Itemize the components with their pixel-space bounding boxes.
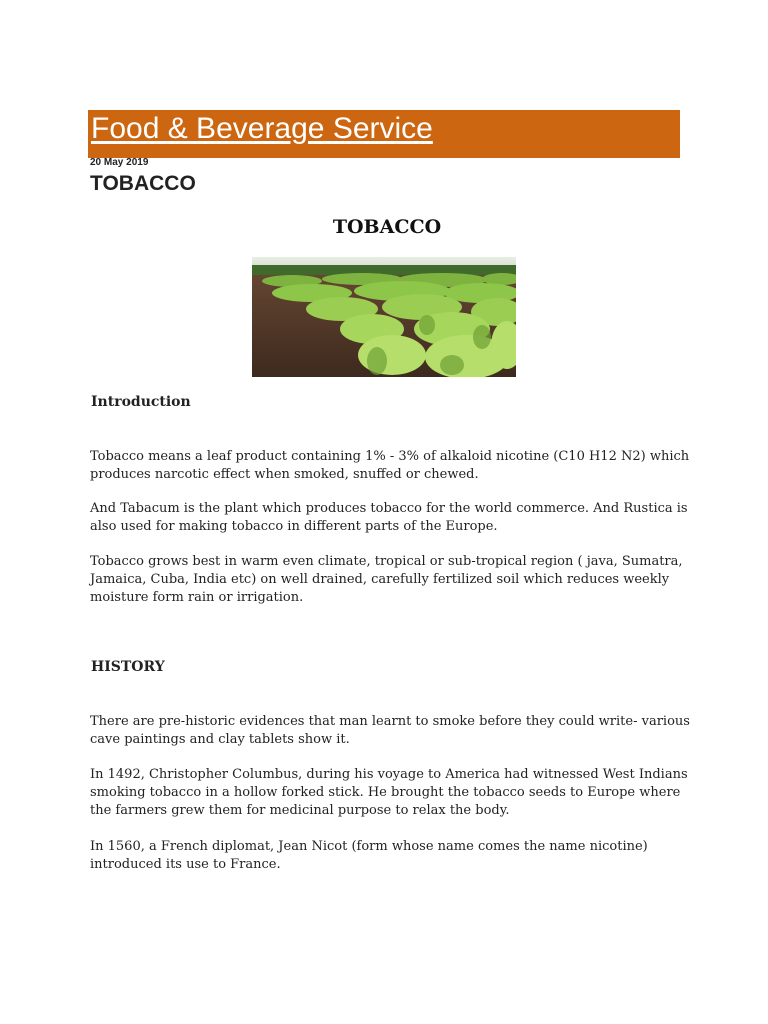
history-paragraph-1: There are pre-historic evidences that man learnt to smoke before they could write- various cave paintings and clay tablets show it. — [90, 714, 690, 747]
blog-title-link[interactable]: Food & Beverage Service — [91, 112, 433, 145]
tobacco-field-image — [252, 257, 516, 377]
introduction-paragraph-2: And Tabacum is the plant which produces tobacco for the world commerce. And Rustica is also used for making tobacco in different parts of the Europe. — [90, 501, 688, 534]
history-paragraph-3: In 1560, a French diplomat, Jean Nicot (form whose name comes the name nicotine) introduced its use to France. — [90, 839, 648, 872]
introduction-paragraph-3: Tobacco grows best in warm even climate, tropical or sub-tropical region ( java, Sumatra, Jamaica, Cuba, India etc) on well drained, carefully fertilized soil which reduces weekly moisture form rain or irrigation. — [90, 554, 683, 605]
post-title: TOBACCO — [90, 172, 196, 195]
blog-header-banner — [88, 110, 680, 158]
tobacco-field-illustration — [252, 257, 516, 377]
document-title: TOBACCO — [332, 216, 442, 238]
history-paragraph-2: In 1492, Christopher Columbus, during his voyage to America had witnessed West Indians smoking tobacco in a hollow forked stick. He brought the tobacco seeds to Europe where the farmers grew them for medicinal purpose to relax the body. — [90, 767, 688, 818]
post-date: 20 May 2019 — [90, 157, 149, 168]
introduction-heading: Introduction — [91, 394, 191, 410]
introduction-paragraph-1: Tobacco means a leaf product containing 1% - 3% of alkaloid nicotine (C10 H12 N2) which produces narcotic effect when smoked, snuffed or chewed. — [90, 449, 690, 482]
history-heading: HISTORY — [91, 659, 165, 675]
